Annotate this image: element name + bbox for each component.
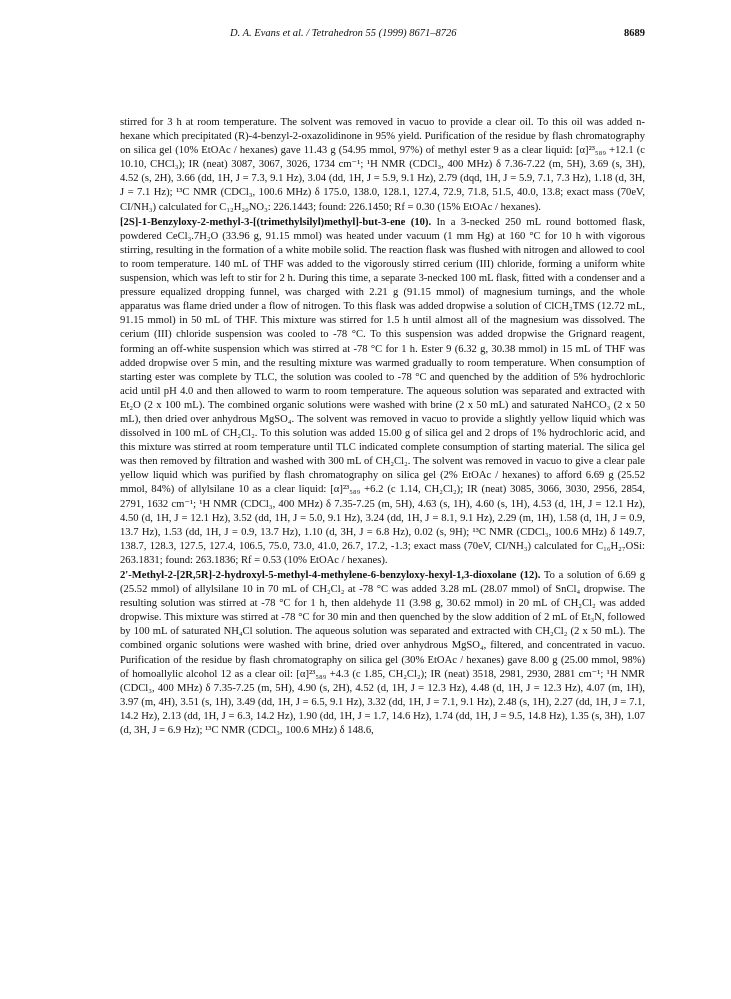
compound-heading: 2'-Methyl-2-[2R,5R]-2-hydroxyl-5-methyl-4-methylene-6-benzyloxy-hexyl-1,3-dioxolane (12). [120,570,541,581]
experimental-text [120,116,645,739]
paragraph-dioxolane-12 [120,569,645,738]
paragraph-body: In a 3-necked 250 mL round bottomed flask, powdered CeCl₃.7H₂O (33.96 g, 91.15 mmol) was heated under vacuum (1 mm Hg) at 160 °C for 10 h with vigorous stirring, resulting in the formation of a white mobile solid. The reaction flask was flushed with nitrogen and allowed to cool to room temperature. 140 mL of THF was added to the vigorously stirred cerium (III) chloride, forming a uniform white suspension, which was left to stir for 2 h. During this time, a separate 3-necked 100 mL flask, fitted with a condenser and a pressure equalized dropping funnel, was charged with 2.21 g (91.15 mmol) of magnesium turnings, and the whole apparatus was flame dried under a flow of nitrogen. To this flask was added dropwise a solution of ClCH₂TMS (12.72 mL, 91.15 mmol) in 50 mL of THF. This mixture was stirred for 1.5 h until almost all of the magnesium was dissolved. The cerium (III) chloride suspension was cooled to -78 °C. To this suspension was added dropwise the Grignard reagent, forming an off-white suspension which was stirred at -78 °C for 1 h. Ester 9 (6.32 g, 30.38 mmol) in 15 mL of THF was added dropwise over 5 min, and the resulting mixture was warmed gradually to room temperature. When consumption of starting ester was complete by TLC, the solution was cooled to -78 °C and quenched by the addition of 5% hydrochloric acid until pH 4.0 and then allowed to warm to room temperature. The aqueous solution was separated and extracted with Et₂O (2 x 100 mL). The combined organic solutions were washed with brine (2 x 50 mL) and saturated NaHCO₃ (2 x 50 mL), then dried over anhydrous MgSO₄. The solvent was removed in vacuo to provide a slightly yellow liquid which was dissolved in 100 mL of CH₂Cl₂. To this solution was added 15.00 g of silica gel and 2 drops of 1% hydrochloric acid, and this mixture was stirred at room temperature until TLC indicated complete consumption of starting material. The silica gel was then removed by filtration and washed with 300 mL of CH₂Cl₂. The solvent was removed in vacuo to give a clear pale yellow liquid which was purified by flash chromatography on silica gel (2% EtOAc / hexanes) to afford 6.69 g (25.52 mmol, 84%) of allylsilane 10 as a clear liquid: [α]²³₅₈₉ +6.2 (c 1.14, CH₂Cl₂); IR (neat) 3085, 3066, 3030, 2956, 2854, 2791, 1632 cm⁻¹; ¹H NMR (CDCl₃, 400 MHz) δ 7.35-7.25 (m, 5H), 4.63 (s, 1H), 4.60 (s, 1H), 4.53 (d, 1H, J = 12.1 Hz), 4.50 (d, 1H, J = 12.1 Hz), 3.52 (dd, 1H, J = 5.0, 9.1 Hz), 3.24 (dd, 1H, J = 8.1, 9.1 Hz), 2.29 (m, 1H), 1.58 (d, 1H, J = 0.9, 13.7 Hz), 1.53 (dd, 1H, J = 0.9, 13.7 Hz), 1.10 (d, 3H, J = 6.8 Hz), 0.02 (s, 9H); ¹³C NMR (CDCl₃, 100.6 MHz) δ 149.7, 138.7, 128.3, 127.5, 127.4, 106.5, 75.0, 73.0, 41.0, 26.7, 17.2, -1.3; exact mass (70eV, CI/NH₃) calculated for C₁₆H₂₇OSi: 263.1831; found: 263.1836; Rf = 0.53 (10% EtOAc / hexanes). [120,216,645,566]
paragraph-body: To a solution of 6.69 g (25.52 mmol) of allylsilane 10 in 70 mL of CH₂Cl₂ at -78 °C was added 3.28 mL (28.07 mmol) of SnCl₄ dropwise. The resulting solution was stirred at -78 °C for 1 h, then aldehyde 11 (3.98 g, 30.62 mmol) in 20 mL of CH₂Cl₂ was added dropwise. This mixture was stirred at -78 °C for 30 min and then quenched by the slow addition of 2 mL of Et₃N, followed by 100 mL of saturated NH₄Cl solution. The aqueous solution was separated and extracted with CH₂Cl₂ (2 x 50 mL). The combined organic solutions were washed with brine, dried over anhydrous MgSO₄, filtered, and concentrated in vacuo. Purification of the residue by flash chromatography on silica gel (30% EtOAc / hexanes) gave 8.00 g (25.00 mmol, 98%) of homoallylic alcohol 12 as a clear oil: [α]²³₅₈₉ +4.3 (c 1.85, CH₂Cl₂); IR (neat) 3518, 2981, 2930, 2881 cm⁻¹; ¹H NMR (CDCl₃, 400 MHz) δ 7.35-7.25 (m, 5H), 4.90 (s, 2H), 4.52 (d, 1H, J = 12.3 Hz), 4.48 (d, 1H, J = 12.3 Hz), 4.07 (m, 1H), 3.97 (m, 4H), 3.51 (s, 1H), 3.49 (dd, 1H, J = 6.5, 9.1 Hz), 3.32 (dd, 1H, J = 7.1, 9.1 Hz), 2.48 (s, 1H), 2.27 (dd, 1H, J = 7.1, 14.2 Hz), 2.13 (dd, 1H, J = 6.3, 14.2 Hz), 1.90 (dd, 1H, J = 1.7, 14.6 Hz), 1.74 (dd, 1H, J = 9.5, 14.8 Hz), 1.35 (s, 3H), 1.07 (d, 3H, J = 6.9 Hz); ¹³C NMR (CDCl₃, 100.6 MHz) δ 148.6, [120,570,645,737]
paragraph-allylsilane-10 [120,216,645,568]
compound-heading: [2S]-1-Benzyloxy-2-methyl-3-[(trimethylsilyl)methyl]-but-3-ene (10). [120,216,432,228]
running-head: D. A. Evans et al. / Tetrahedron 55 (1999) 8671–8726 [230,28,457,39]
paragraph-body: stirred for 3 h at room temperature. The solvent was removed in vacuo to provide a clear oil. To this oil was added n-hexane which precipitated (R)-4-benzyl-2-oxazolidinone in 95% yield. Purification of the residue by flash chromatography on silica gel (10% EtOAc / hexanes) gave 11.43 g (54.95 mmol, 97%) of methyl ester 9 as a clear liquid: [α]²³₅₈₉ +12.1 (c 10.10, CHCl₃); IR (neat) 3087, 3067, 3026, 1734 cm⁻¹; ¹H NMR (CDCl₃, 400 MHz) δ 7.36-7.22 (m, 5H), 3.69 (s, 3H), 4.52 (s, 2H), 3.66 (dd, 1H, J = 7.3, 9.1 Hz), 3.04 (dd, 1H, J = 5.9, 9.1 Hz), 2.79 (dqd, 1H, J = 5.9, 7.1, 7.3 Hz), 1.18 (d, 3H, J = 7.1 Hz); ¹³C NMR (CDCl₃, 100.6 MHz) δ 175.0, 138.0, 128.1, 127.4, 72.9, 71.8, 51.5, 40.0, 13.8; exact mass (70eV, CI/NH₃) calculated for C₁₂H₂₀NO₃: 226.1443; found: 226.1450; Rf = 0.30 (15% EtOAc / hexanes). [120,117,645,213]
page-number: 8689 [624,28,645,39]
page-header [120,28,645,42]
paragraph-methyl-ester-9 [120,116,645,215]
